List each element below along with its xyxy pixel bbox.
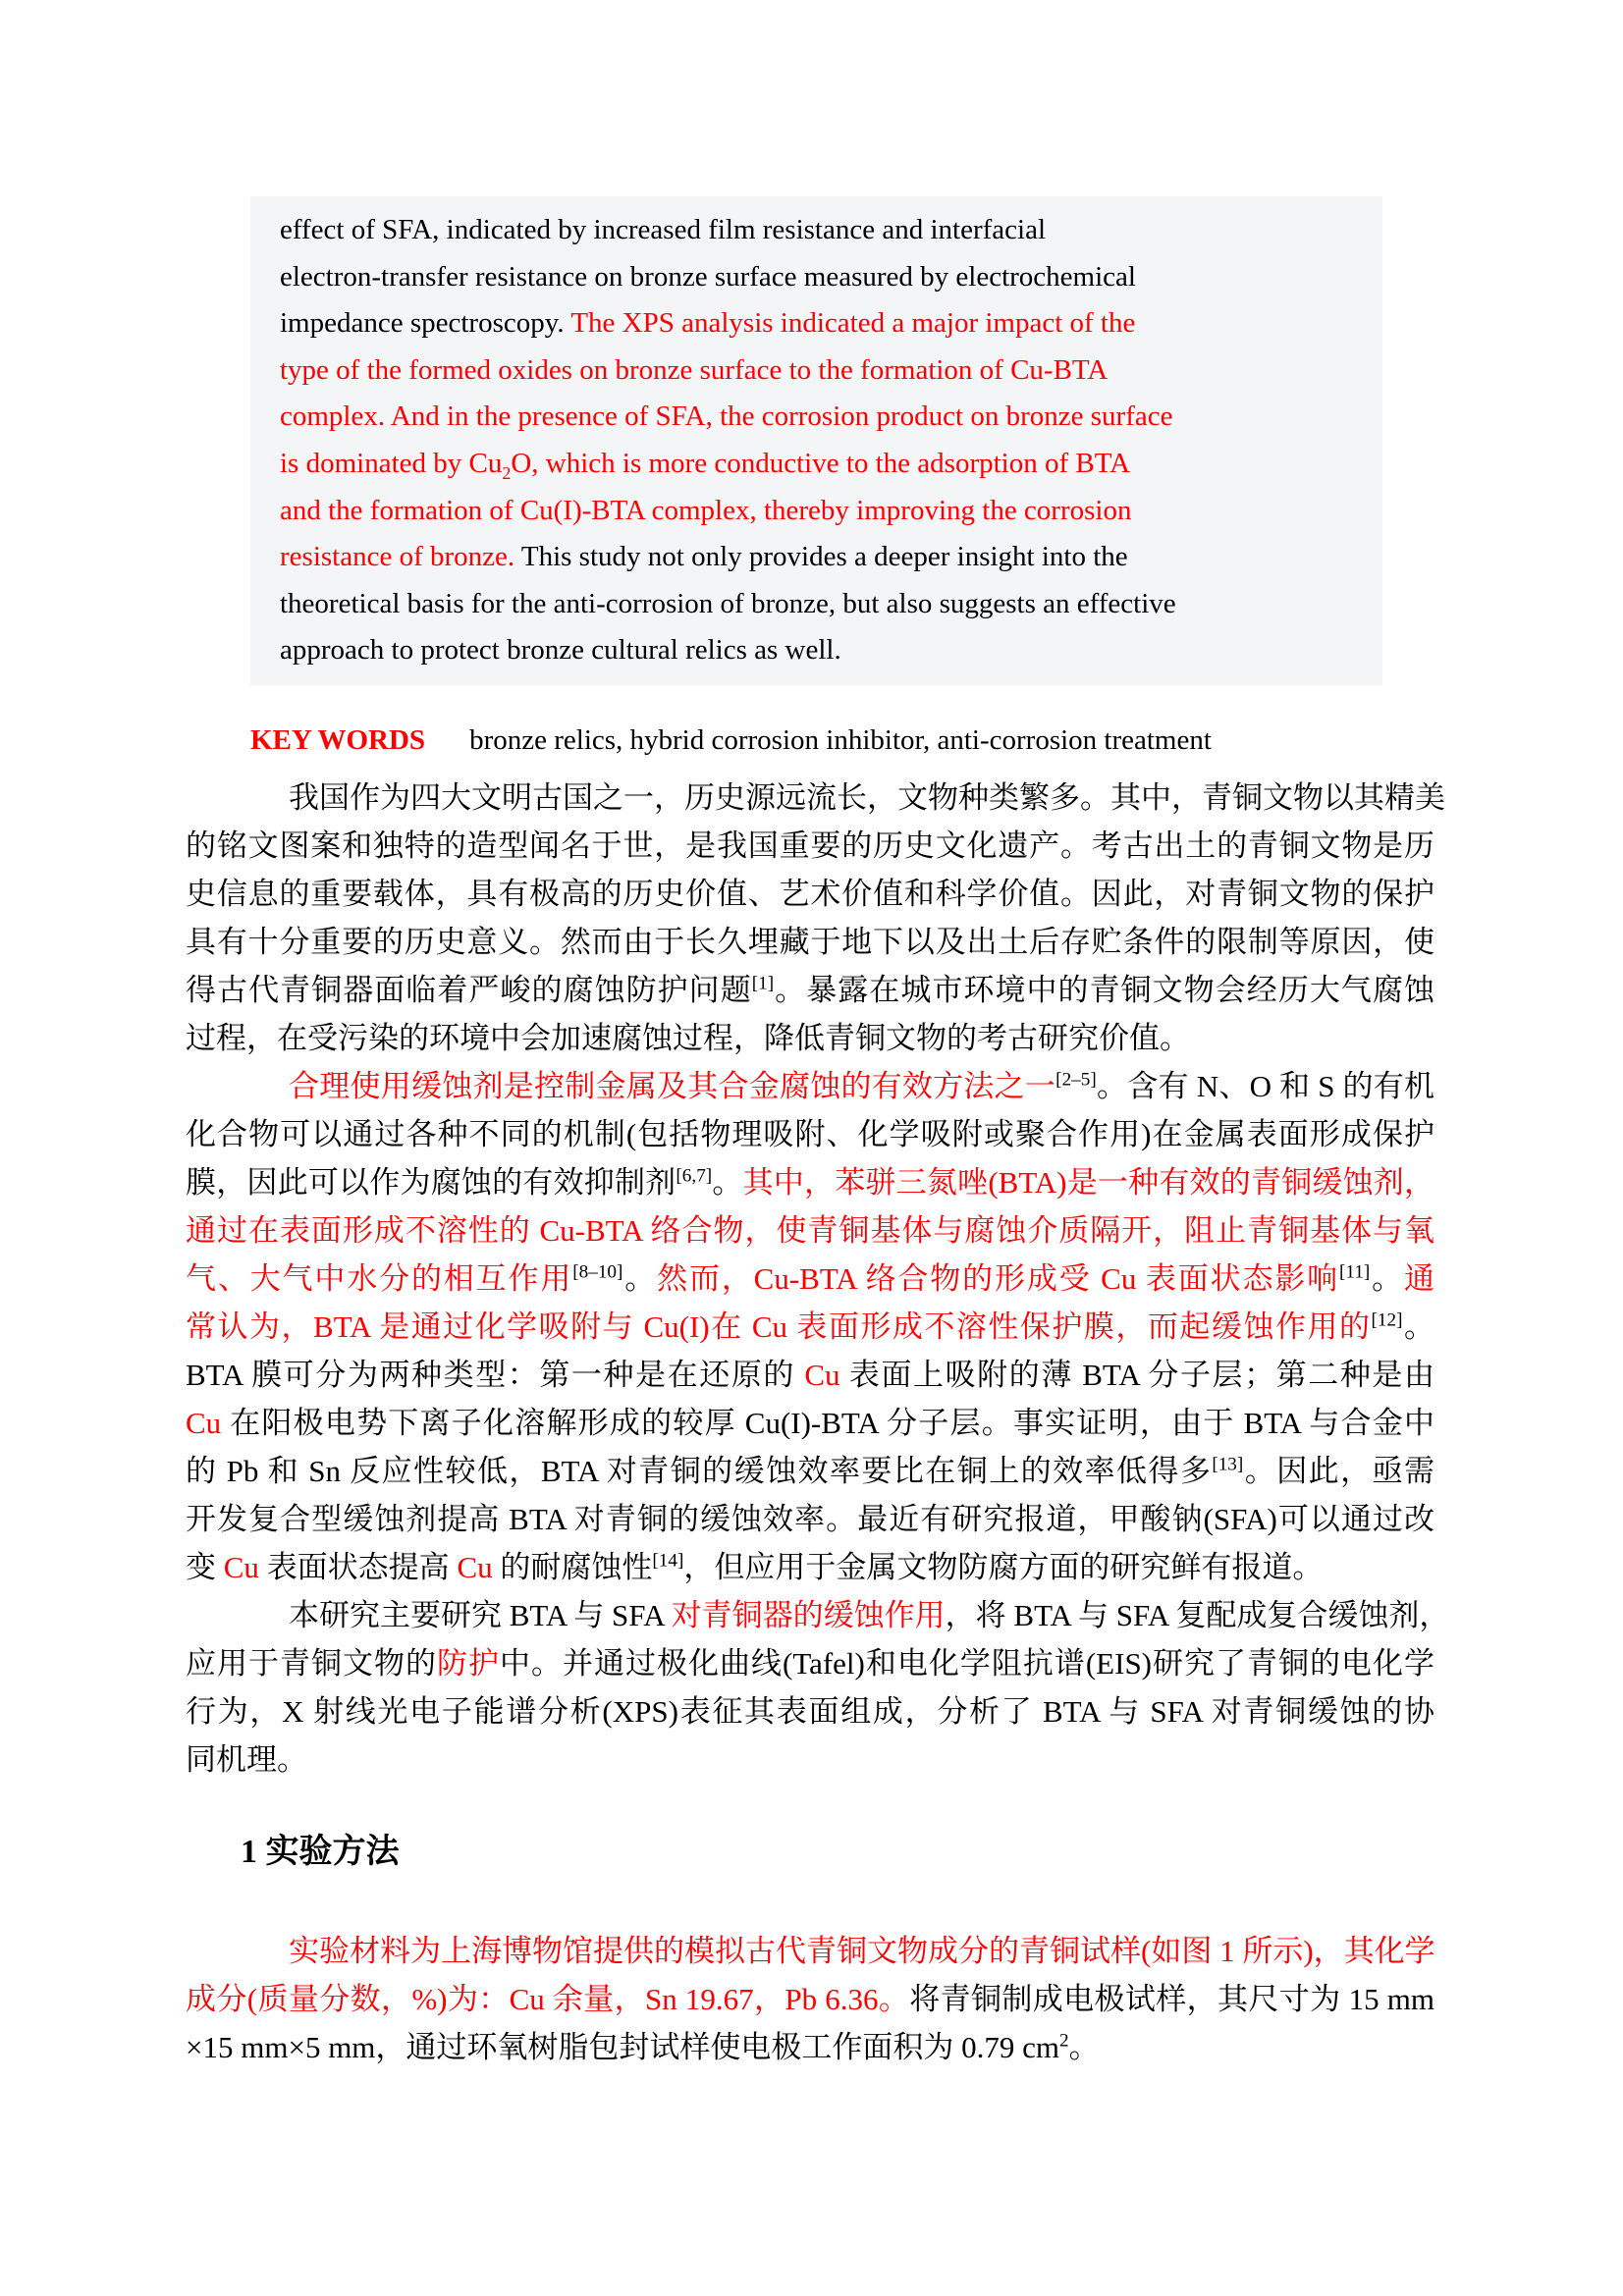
text-segment: 常认为，BTA 是通过化学吸附与 Cu(I)在 Cu 表面形成不溶性保护膜，而起缓蚀作用的 <box>186 1308 1372 1344</box>
keywords-row <box>250 721 1623 760</box>
text-segment: ×15 mm×5 mm，通过环氧树脂包封试样使电极工作面积为 0.79 cm <box>186 2029 1060 2064</box>
reference-superscript: [12] <box>1371 1309 1403 1331</box>
text-line <box>280 627 1365 674</box>
text-line <box>186 2023 1434 2071</box>
text-line <box>280 488 1365 535</box>
text-line <box>186 1255 1434 1303</box>
reference-superscript: [1] <box>751 973 775 994</box>
text-segment: approach to protect bronze cultural relics as well. <box>280 634 841 667</box>
text-segment: is dominated by Cu <box>280 447 503 479</box>
text-segment: impedance spectroscopy. <box>280 307 571 340</box>
text-line <box>280 347 1365 395</box>
reference-superscript: [14] <box>652 1550 684 1572</box>
text-segment: theoretical basis for the anti-corrosion of bronze, but also suggests an effective <box>280 587 1176 619</box>
text-segment: 化合物可以通过各种不同的机制(包括物理吸附、化学吸附或聚合作用)在金属表面形成保护 <box>186 1116 1434 1151</box>
text-segment: 气、大气中水分的相互作用 <box>186 1260 573 1296</box>
text-segment: 。含有 N、O 和 S 的有机 <box>1096 1068 1435 1103</box>
text-segment: 。 <box>1370 1260 1405 1296</box>
text-segment: 具有十分重要的历史意义。然而由于长久埋藏于地下以及出土后存贮条件的限制等原因，使 <box>186 924 1434 959</box>
text-segment: 史信息的重要载体，具有极高的历史价值、艺术价值和科学价值。因此，对青铜文物的保护 <box>186 876 1434 911</box>
text-segment: 其中，苯骈三氮唑(BTA)是一种有效的青铜缓蚀剂， <box>742 1164 1435 1200</box>
text-segment: 然而，Cu-BTA 络合物的形成受 Cu 表面状态影响 <box>657 1260 1340 1296</box>
text-line <box>186 822 1434 870</box>
text-line <box>186 1591 1450 1639</box>
paragraph-intro <box>186 774 1445 1062</box>
section-heading: 1 实验方法 <box>241 1833 400 1870</box>
paragraph-study-scope <box>186 1591 1450 1784</box>
text-line <box>186 1735 1434 1784</box>
text-segment: 通过在表面形成不溶性的 Cu-BTA 络合物，使青铜基体与腐蚀介质隔开，阻止青铜基体与氧 <box>186 1212 1434 1248</box>
text-segment: 防护 <box>437 1645 500 1681</box>
text-line <box>280 394 1365 441</box>
text-line <box>280 207 1365 254</box>
text-segment: 表面状态提高 <box>258 1549 458 1584</box>
reference-superscript: [11] <box>1339 1261 1371 1283</box>
text-segment: 将青铜制成电极试样，其尺寸为 15 mm <box>909 1981 1434 2016</box>
text-segment: 。暴露在城市环境中的青铜文物会经历大气腐蚀 <box>774 972 1434 1007</box>
text-line <box>280 534 1365 581</box>
text-segment: ，但应用于金属文物防腐方面的研究鲜有报道。 <box>683 1549 1324 1584</box>
subscript: 2 <box>502 462 512 483</box>
text-segment: 表面上吸附的薄 BTA 分子层；第二种是由 <box>839 1357 1435 1392</box>
text-segment: 膜，因此可以作为腐蚀的有效抑制剂 <box>186 1164 676 1200</box>
text-line <box>186 1399 1434 1447</box>
text-line <box>186 918 1434 966</box>
text-segment: 行为，X 射线光电子能谱分析(XPS)表征其表面组成，分析了 BTA 与 SFA 对青铜缓蚀的协 <box>186 1693 1434 1729</box>
text-segment: type of the formed oxides on bronze surface to the formation of Cu-BTA <box>280 353 1109 386</box>
text-line <box>186 1495 1434 1543</box>
text-line <box>280 300 1365 347</box>
text-segment: 得古代青铜器面临着严峻的腐蚀防护问题 <box>186 972 752 1007</box>
text-segment: Cu <box>457 1549 493 1584</box>
text-line <box>186 1927 1434 1975</box>
text-segment: 的 Pb 和 Sn 反应性较低，BTA 对青铜的缓蚀效率要比在铜上的效率低得多 <box>186 1453 1213 1488</box>
text-segment: The XPS analysis indicated a major impact of the <box>570 307 1136 340</box>
reference-superscript: [2–5] <box>1055 1069 1097 1091</box>
text-line <box>186 1158 1434 1206</box>
text-line <box>186 1014 1434 1062</box>
text-segment: resistance of bronze. <box>280 541 521 573</box>
text-segment: electron-transfer resistance on bronze surface measured by electrochemical <box>280 260 1136 293</box>
text-segment: complex. And in the presence of SFA, the corrosion product on bronze surface <box>280 400 1173 433</box>
text-segment: 的铭文图案和独特的造型闻名于世，是我国重要的历史文化遗产。考古出土的青铜文物是历 <box>186 828 1434 863</box>
text-segment: 成分(质量分数，%)为：Cu 余量，Sn 19.67，Pb 6.36。 <box>186 1981 910 2016</box>
text-line <box>280 581 1365 628</box>
reference-superscript: 2 <box>1059 2030 1069 2052</box>
text-segment: 中。并通过极化曲线(Tafel)和电化学阻抗谱(EIS)研究了青铜的电化学 <box>500 1645 1434 1681</box>
text-segment: 同机理。 <box>186 1741 307 1777</box>
reference-superscript: [13] <box>1212 1454 1244 1475</box>
text-line <box>186 1543 1434 1591</box>
text-segment: 。 <box>712 1164 743 1200</box>
text-line <box>186 1062 1434 1110</box>
text-segment: 本研究主要研究 BTA 与 SFA <box>289 1597 672 1632</box>
text-segment: 变 <box>186 1549 224 1584</box>
text-line <box>186 1447 1434 1495</box>
text-segment: 对青铜器的缓蚀作用 <box>671 1597 946 1632</box>
text-line <box>186 1639 1434 1687</box>
keywords-text: bronze relics, hybrid corrosion inhibitor, anti-corrosion treatment <box>469 723 1212 756</box>
reference-superscript: [6,7] <box>676 1165 713 1187</box>
text-segment: effect of SFA, indicated by increased film resistance and interfacial <box>280 214 1046 245</box>
text-segment: 的耐腐蚀性 <box>492 1549 653 1584</box>
text-line <box>280 441 1365 488</box>
text-segment: and the formation of Cu(I)-BTA complex, thereby improving the corrosion <box>280 494 1132 526</box>
paragraph-inhibitor <box>186 1062 1434 1591</box>
text-segment: 。因此，亟需 <box>1243 1453 1434 1488</box>
text-line <box>186 1351 1434 1399</box>
text-segment: Cu <box>223 1549 259 1584</box>
text-segment: 在阳极电势下离子化溶解形成的较厚 Cu(I)-BTA 分子层。事实证明，由于 BTA 与合金中 <box>221 1405 1434 1440</box>
text-segment: BTA 膜可分为两种类型：第一种是在还原的 <box>186 1357 805 1392</box>
text-line <box>186 966 1434 1014</box>
abstract-box <box>250 196 1382 685</box>
text-line <box>186 870 1434 918</box>
text-segment: 通 <box>1404 1260 1435 1296</box>
text-segment: 。 <box>1068 2029 1100 2064</box>
text-line <box>186 774 1445 822</box>
text-segment: 我国作为四大文明古国之一，历史源远流长，文物种类繁多。其中，青铜文物以其精美 <box>289 779 1445 815</box>
reference-superscript: [8–10] <box>572 1261 623 1283</box>
text-line <box>186 1110 1434 1158</box>
text-segment: ，将 BTA 与 SFA 复配成复合缓蚀剂， <box>945 1597 1450 1632</box>
text-line <box>186 1303 1434 1351</box>
text-line <box>186 1687 1434 1735</box>
text-line <box>186 1206 1434 1255</box>
text-segment: 。 <box>622 1260 658 1296</box>
text-segment: 实验材料为上海博物馆提供的模拟古代青铜文物成分的青铜试样(如图 1 所示)，其化学 <box>289 1933 1435 1968</box>
text-segment: 。 <box>1402 1308 1434 1344</box>
text-segment: This study not only provides a deeper insight into the <box>520 541 1128 573</box>
text-segment: 应用于青铜文物的 <box>186 1645 437 1681</box>
text-segment: Cu <box>186 1405 222 1440</box>
text-segment: 过程，在受污染的环境中会加速腐蚀过程，降低青铜文物的考古研究价值。 <box>186 1020 1190 1055</box>
text-line <box>186 1975 1434 2023</box>
text-segment: O, which is more conductive to the adsorption of BTA <box>511 447 1131 479</box>
paragraph-experimental <box>186 1927 1434 2071</box>
text-segment: 开发复合型缓蚀剂提高 BTA 对青铜的缓蚀效率。最近有研究报道，甲酸钠(SFA)可以通过改 <box>186 1501 1434 1536</box>
text-segment: Cu <box>804 1357 840 1392</box>
text-line <box>280 254 1365 301</box>
keywords-label: KEY WORDS <box>250 723 426 756</box>
text-segment: 合理使用缓蚀剂是控制金属及其合金腐蚀的有效方法之一 <box>289 1068 1056 1103</box>
